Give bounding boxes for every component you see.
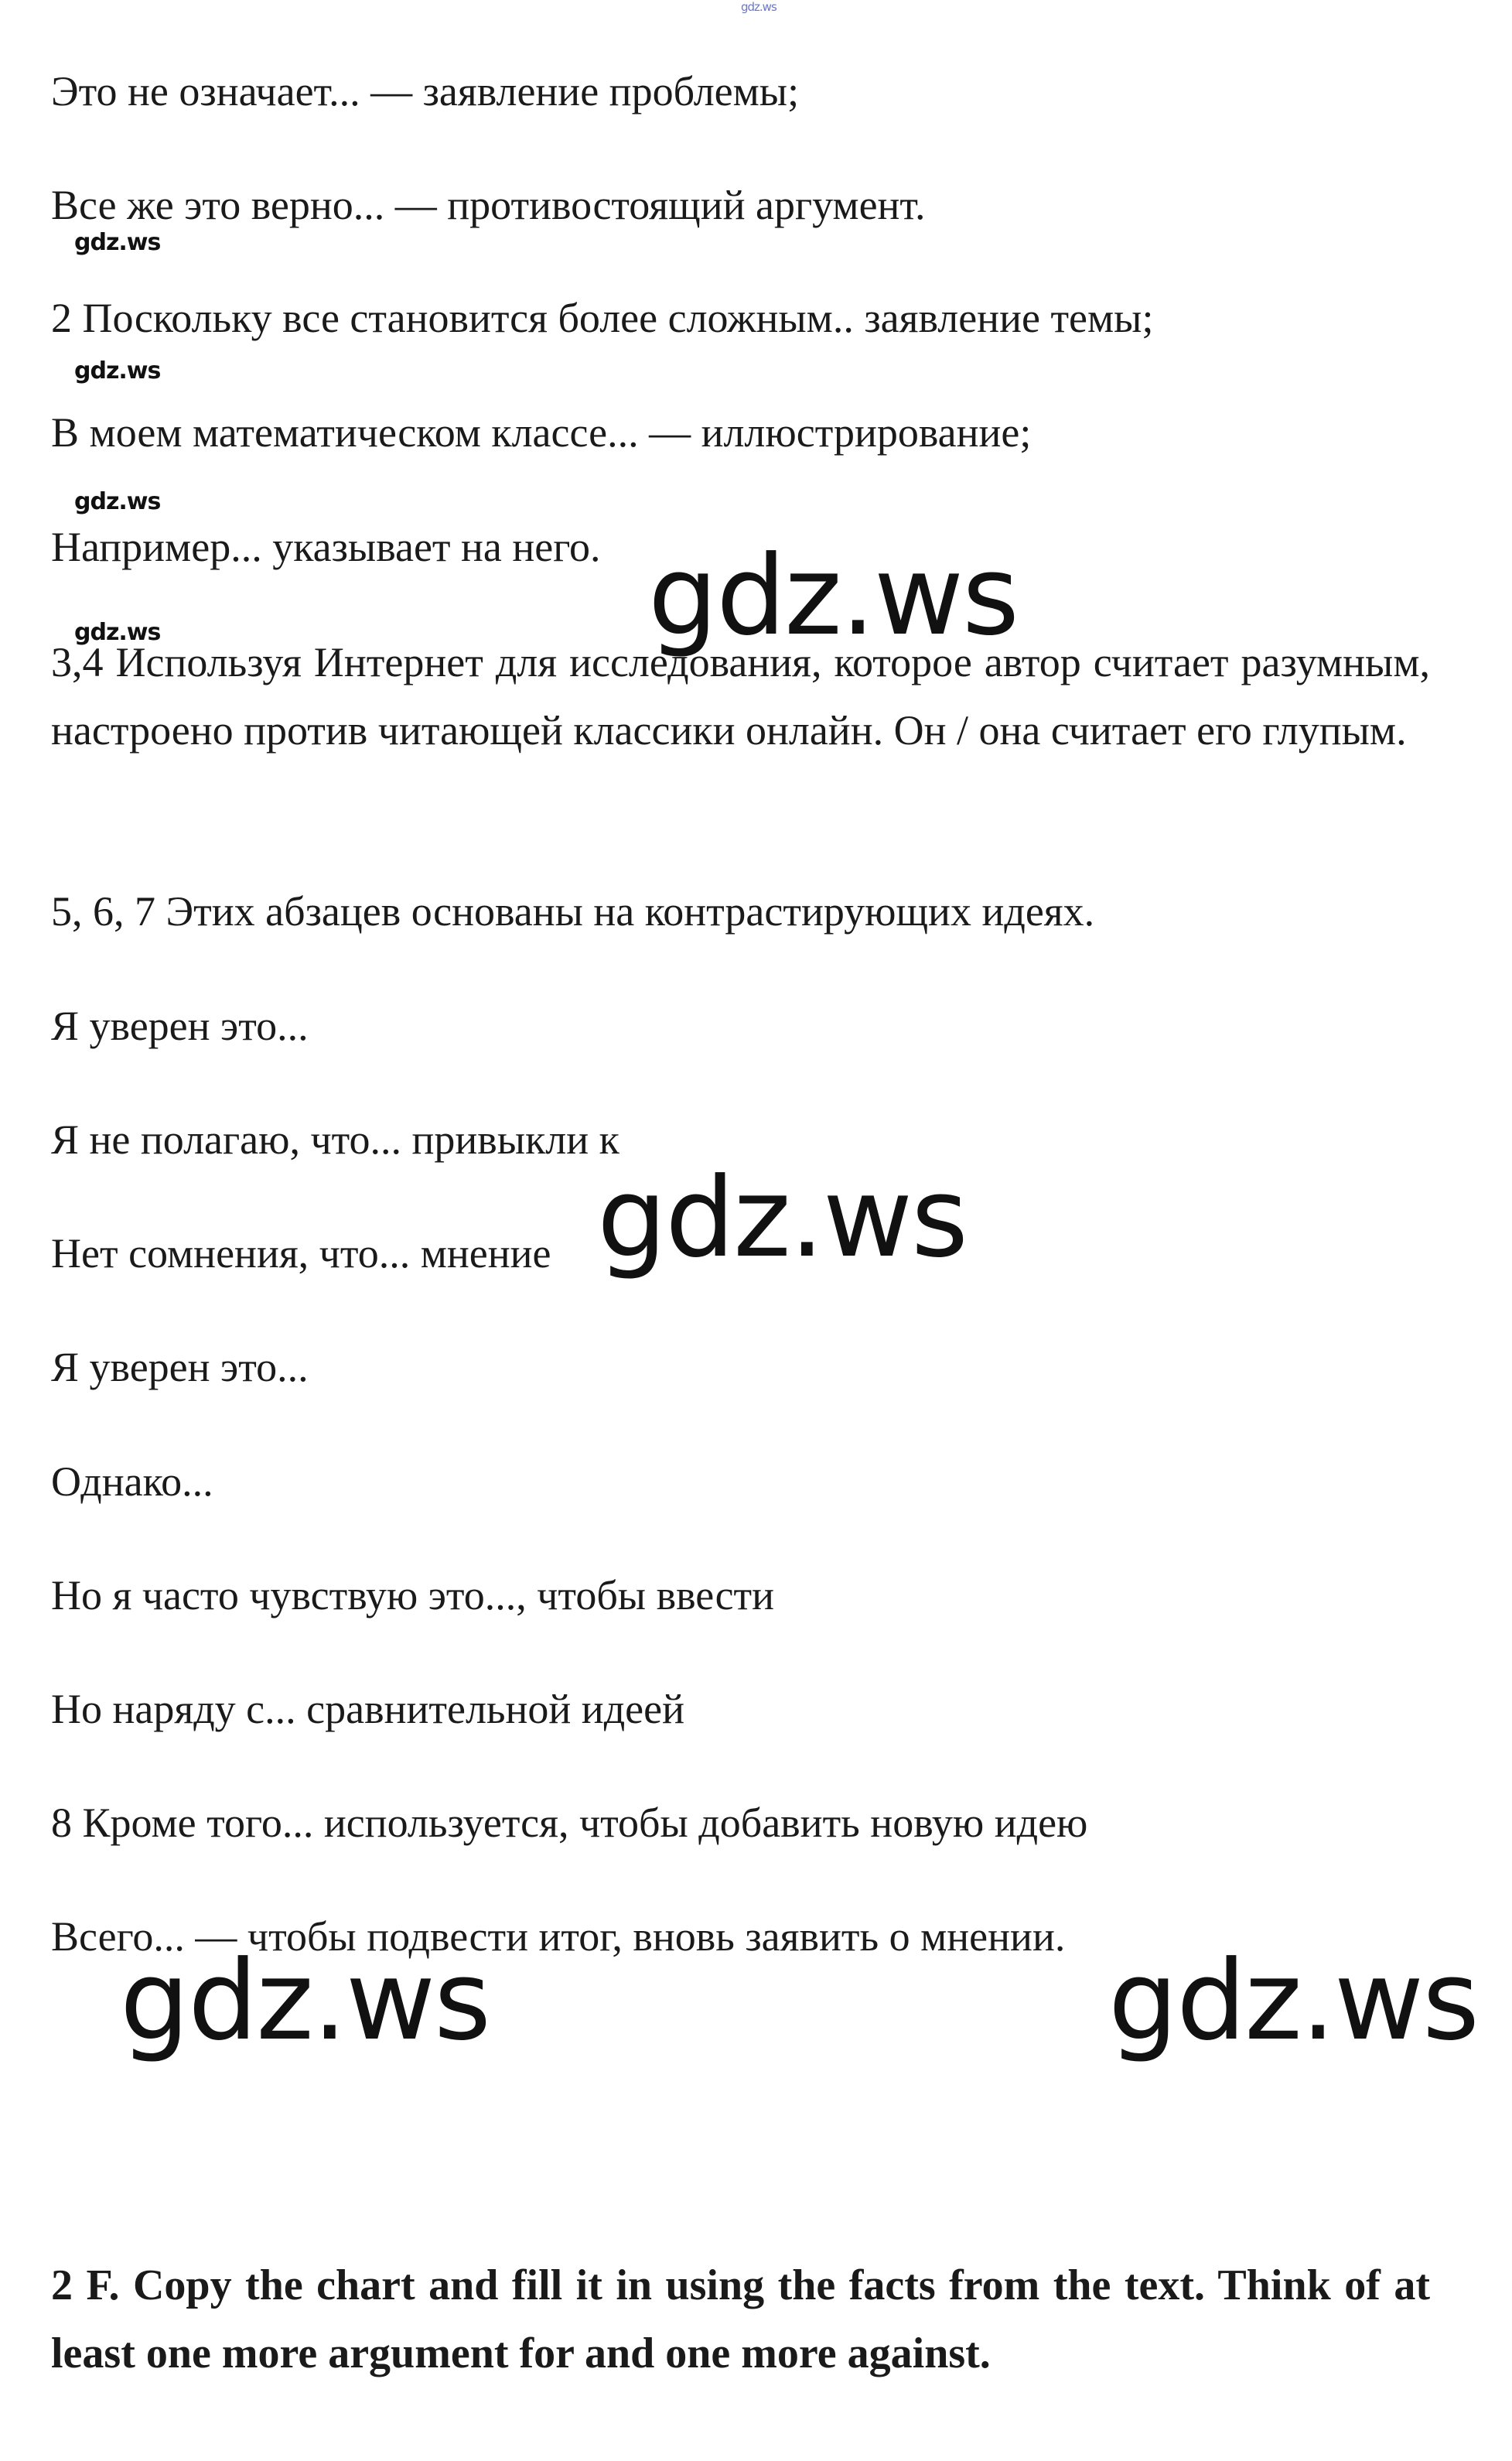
text-line-7: 5, 6, 7 Этих абзацев основаны на контрастирующих идеях. — [51, 888, 1095, 935]
watermark-large-3: gdz.ws — [120, 1937, 490, 2065]
text-line-12: Однако... — [51, 1458, 213, 1505]
task-heading: 2 F. Copy the chart and fill it in using the facts from the text. Think of at least one more argument for and one more against. — [51, 2261, 1430, 2377]
watermark-large-2: gdz.ws — [597, 1154, 968, 1282]
text-line-14: Но наряду с... сравнительной идеей — [51, 1686, 685, 1732]
text-line-4: В моем математическом классе... — иллюстрирование; — [51, 409, 1032, 456]
watermark-small-3: gdz.ws — [74, 488, 161, 515]
text-line-9: Я не полагаю, что... привыкли к — [51, 1116, 619, 1163]
text-line-8: Я уверен это... — [51, 1003, 309, 1049]
text-line-5: Например... указывает на него. — [51, 524, 601, 570]
text-line-3: 2 Поскольку все становится более сложным.. заявление темы; — [51, 295, 1154, 341]
text-line-13: Но я часто чувствую это..., чтобы ввести — [51, 1572, 775, 1618]
watermark-small-2: gdz.ws — [74, 357, 161, 385]
watermark-small-1: gdz.ws — [74, 229, 161, 256]
watermark-small-4: gdz.ws — [74, 619, 161, 646]
text-line-1: Это не означает... — заявление проблемы; — [51, 68, 800, 115]
text-line-15: 8 Кроме того... используется, чтобы добавить новую идею — [51, 1800, 1088, 1846]
watermark-large-1: gdz.ws — [648, 532, 1019, 660]
text-line-10: Нет сомнения, что... мнение — [51, 1230, 551, 1277]
watermark-large-4: gdz.ws — [1108, 1937, 1479, 2065]
text-line-16: Всего... — чтобы подвести итог, вновь заявить о мнении. — [51, 1913, 1066, 1960]
text-paragraph-3-4: 3,4 Используя Интернет для исследования, которое автор считает разумным, настроено против читающей классики онлайн. Он / она считает его глупым. — [51, 639, 1430, 754]
text-line-11: Я уверен это... — [51, 1344, 309, 1390]
text-line-2: Все же это верно... — противостоящий аргумент. — [51, 182, 926, 228]
watermark-tiny: gdz.ws — [741, 0, 776, 14]
